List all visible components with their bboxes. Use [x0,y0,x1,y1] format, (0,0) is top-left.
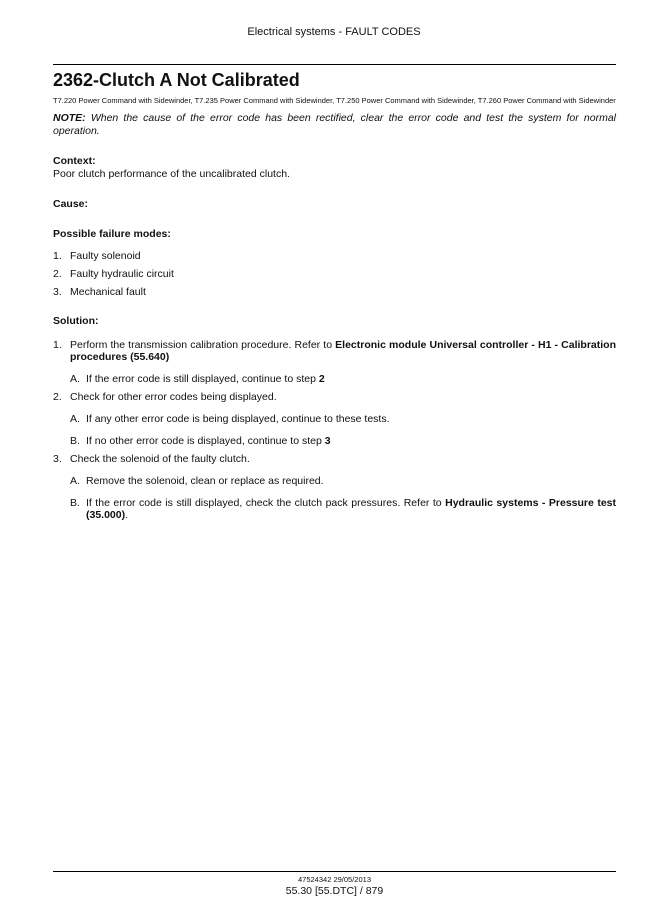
cross-reference-link[interactable]: Electronic module Universal controller - H1 - Calibration procedures (55.640) [70,338,616,363]
page-title: 2362-Clutch A Not Calibrated [53,70,300,90]
document-page [53,64,616,527]
solution-substep: A. If any other error code is being displayed, continue to these tests. [70,412,390,425]
solution-substep: B. If no other error code is displayed, continue to step 3 [70,434,331,447]
context-label: Context: [53,154,96,167]
note-paragraph [53,112,616,138]
page-footer [53,871,616,897]
note-text: When the cause of the error code has been rectified, clear the error code and test the system for normal operation. [53,111,616,137]
cause-label: Cause: [53,197,89,210]
cross-reference-link[interactable]: Hydraulic systems - Pressure test (35.000) [86,496,616,521]
page-reference: 55.30 [55.DTC] / 879 [285,885,384,897]
context-text: Poor clutch performance of the uncalibrated clutch. [53,167,290,180]
context-section [53,155,616,181]
cause-section [53,198,616,211]
solution-section [53,315,616,521]
solution-step-1: 1. Perform the transmission calibration procedure. Refer to Electronic module Universal controller - H1 - Calibration procedures (55.640) A. If the error code is still displayed, continue to step 2 [53,338,616,385]
solution-substep: A. If the error code is still displayed, continue to step 2 [70,372,325,385]
model-applicability: T7.220 Power Command with Sidewinder, T7.235 Power Command with Sidewinder, T7.250 Power Command with Sidewinder, T7.260 Power Command with Sidewinder [53,96,616,105]
list-item: 3. Mechanical fault [53,285,146,298]
step-reference[interactable]: 2 [318,372,325,385]
solution-step-3: 3. Check the solenoid of the faulty clutch. A. Remove the solenoid, clean or replace as required. B. If the error code is still displayed, check the clutch pack pressures. Refer to Hydraulic systems - Pressure test (35.000). [53,452,616,521]
solution-step-2: 2. Check for other error codes being displayed. A. If any other error code is being displayed, continue to these tests. B. If no other error code is displayed, continue to step 3 [53,391,616,447]
top-rule [53,64,616,65]
running-header: Electrical systems - FAULT CODES [247,26,421,38]
solution-steps [53,339,616,521]
failure-modes-section [53,228,616,298]
note-label: NOTE: [53,111,86,124]
list-item: 1. Faulty solenoid [53,249,141,262]
failure-modes-list [53,250,616,298]
solution-substep: A. Remove the solenoid, clean or replace as required. [70,474,324,487]
step-reference[interactable]: 3 [324,434,331,447]
failure-modes-label: Possible failure modes: [53,227,171,240]
document-id: 47524342 29/05/2013 [298,875,371,884]
solution-label: Solution: [53,314,99,327]
solution-substep: B. If the error code is still displayed, check the clutch pack pressures. Refer to Hydraulic systems - Pressure test (35.000). [70,496,616,521]
list-item: 2. Faulty hydraulic circuit [53,267,174,280]
